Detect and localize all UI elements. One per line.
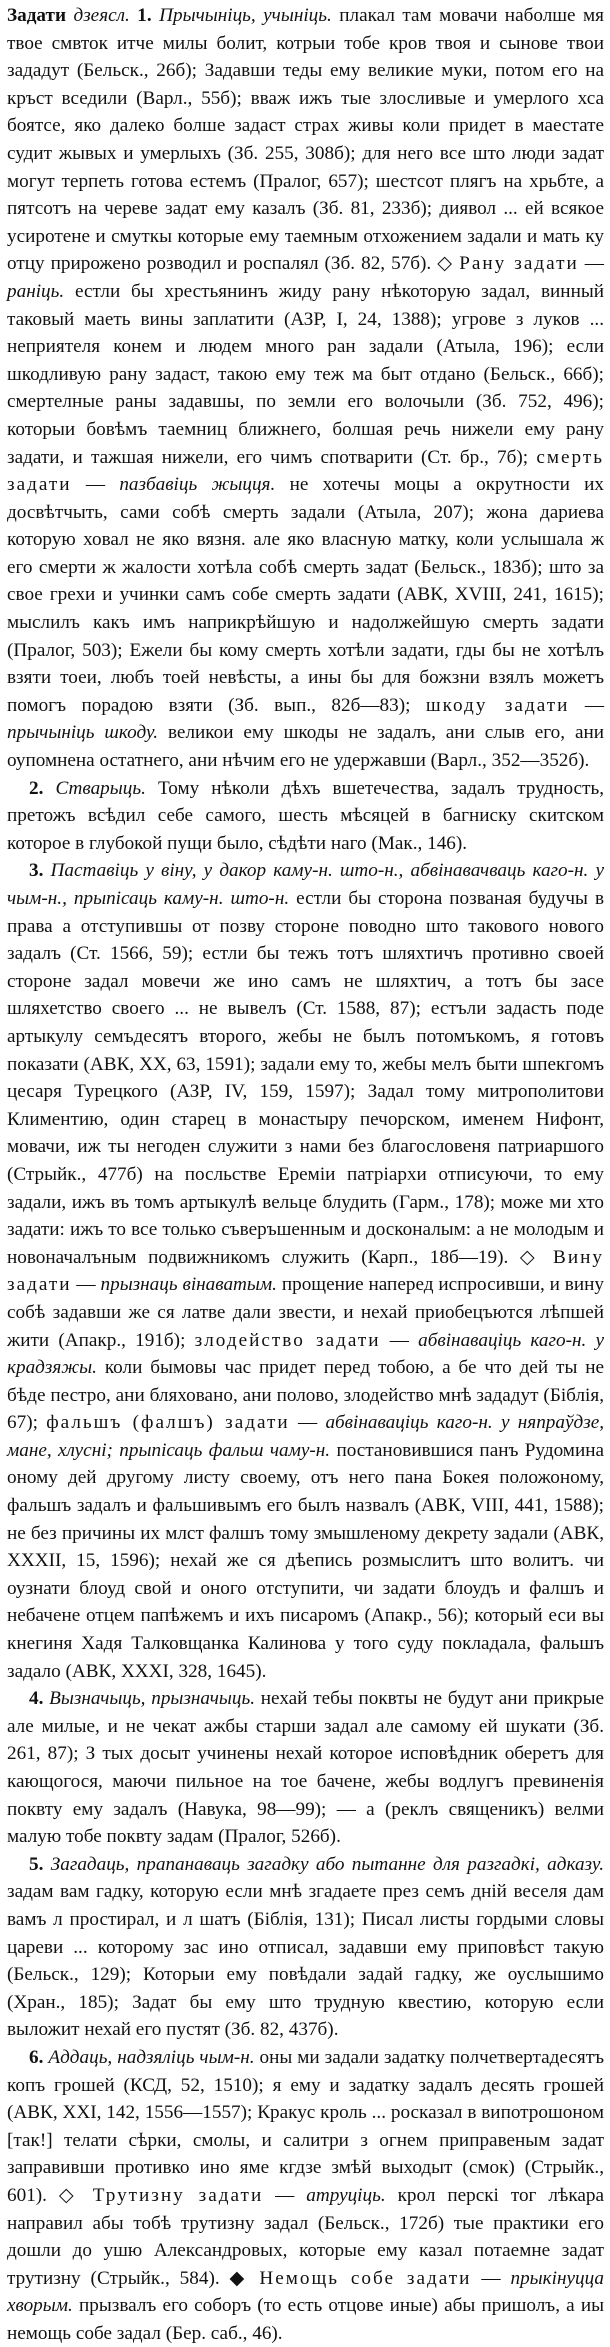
sense-text: плакал там мовачи наболше мя твое смвток итче милы болит, котрыи тобе кров твоя и сынове твои зададут (Бельск., 26б); Задавши теды ему великие муки, потом его на кръст вседили (Варл., 55б); вваж ижъ тые злосливые и умерлого хса боятсе, яко далеко болше задаст страх живы коли придет в маестате судит жывых и умерлыхъ (Зб. 255, 308б); для него все што люди задат могут терпеть готова естемъ (Пралог, 657); шестсот плягъ на хрьбте, а пятсотъ на череве задат ему казалъ (Зб. 81, 233б); диявол ... ей всякое усиротене и смуткы которые ему таемным отхожением задали и мать ку отцу прирожено розводил и роспалял (Зб. 82, 57б).	[7, 5, 604, 275]
headword: Задати	[7, 5, 67, 26]
sense-3: 3. Паставіць у віну, у дакор каму-н. што-н., абвінавачваць каго-н. у чым-н., прыпісаць каму-н. што-н. естли бы сторона позваная будучы в права а отступившы от позву стороне поводно што такового нового задалъ (Ст. 1566, 59); естли бы тежъ тотъ шляхтичъ противно своей стороне задал мовечи же ино самъ не шляхтич, а тотъ бы засе шляхетство своего ... не вывелъ (Ст. 1588, 87); естъли задасть поде артыкулу семъдесятъ второго, жебы не былъ потомъкомъ, я готовъ показати (АВК, XX, 63, 1591); задали ему то, жебы мелъ быти шпекгомъ цесаря Турецкого (АЗР, IV, 159, 1597); Задал тому митрополитови Климентию, один старец в монастыру печорском, именем Нифонт, мовачи, иж ты негоден служити з нами без благословеня патриаршого (Стрыйк., 477б) на посльстве Еремiи патрiархи отписуючи, то ему задали, ижъ въ томъ артыкулѣ вельце блудить (Гарм., 178); може ми хто задати: ижъ то все только съверъшенным и досконалым: а не молодым и новоначалъным подвижникомъ служить (Карп., 18б—19). ◇ Вину задати — прызнаць вінаватым. прощение наперед испросивши, и вину собѣ задавши же ся латве дали звести, и нехай приобецъются лѣпшей жити (Апакр., 191б); злодейство задати — абвінаваціць каго-н. у крадзяжы. коли бымовы час придет перед тобою, а бе что дей ты не бѣде пестро, ани бляховано, ани полово, злодейство мнѣ зададут (Біблія, 67); фальшъ (фалшъ) задати — абвінаваціць каго-н. у няпраўдзе, мане, хлусні; прыпісаць фальш чаму-н. постановившися панъ Рудомина оному дей другому листу своему, отъ него пана Бокея положоному, фальшъ задалъ и фальшивымъ его былъ назвалъ (АВК, VIII, 441, 1588); не без причины их млст фалшъ тому змышленому декрету задали (АВК, XXXII, 15, 1596); нехай же ся дѣепись розмыслитъ што волитъ. чи оузнати блоуд свой и оного отступити, чи задати блоудъ и фалшъ и небачене отцем папѣжемъ и ихъ писаромъ (Апакр., 56); который еси вы кнегиня Хадя Талковщанка Калинова у того суду покладала, фальшъ задало (АВК, XXXI, 328, 1645).	[7, 860, 605, 1682]
sense-number: 5.	[29, 1853, 44, 1875]
aspect-label: дзеясл.	[73, 5, 130, 26]
sense-number: 3.	[29, 860, 44, 882]
sense-number: 1.	[137, 5, 152, 26]
subsense-text: прощение наперед испросивши, и вину собѣ задавши же ся латве дали звести, и нехай приобецъются лѣпшей жити (Апакр., 191б);	[7, 1274, 604, 1351]
sense-4	[7, 1685, 604, 1851]
subsense-text: постановившися панъ Рудомина оному дей другому листу своему, отъ него пана Бокея положоному, фальшъ задалъ и фальшивымъ его былъ назвалъ (АВК, VIII, 441, 1588); не без причины их млст фалшъ тому змышленому декрету задали (АВК, XXXII, 15, 1596); нехай же ся дѣепись розмыслитъ што волитъ. чи оузнати блоуд свой и оного отступити, чи задати блоудъ и фалшъ и небачене отцем папѣжемъ и ихъ писаромъ (Апакр., 56); который еси вы кнегиня Хадя Талковщанка Калинова у того суду покладала, фальшъ задало (АВК, XXXI, 328, 1645).	[7, 1439, 604, 1682]
sense-gloss: Стварыць.	[55, 777, 146, 799]
sense-gloss: Аддаць, надзяліць чым-н.	[48, 2046, 255, 2068]
subsense-text: великои ему шкоды не задалъ, ани слыв его, ани оупомнена остатнего, ани нѣчим его не удержавши (Варл., 352—352б).	[7, 722, 605, 772]
sense-gloss: Прычыніць, учыніць.	[159, 5, 332, 26]
subsense-lemma: Немощь собе задати	[259, 2267, 472, 2289]
sense-text: задам вам гадку, которую если мнѣ згадаете през семъ днiй веселя дам вамъ л простирал, и л шатъ (Біблія, 131); Писал листы гордыми словы цареви ... которому зас ино отписал, задавши ему приповѣст такую (Бельск., 129); Которыи ему повѣдали задай гадку, же оуслышимо (Хран., 185); Задат бы ему што трудную квестию, которую если выложит нехай его пустят (Зб. 82, 437б).	[7, 1881, 604, 2041]
subsense-lemma: Рану задати	[459, 253, 579, 275]
sense-text: естли бы сторона позваная будучы в права а отступившы от позву стороне поводно што такового нового задалъ (Ст. 1566, 59); естли бы тежъ тотъ шляхтичъ противно своей стороне задал мовечи же ино самъ не шляхтич, а тотъ бы засе шляхетство своего ... не вывелъ (Ст. 1588, 87); естъли задасть поде артыкулу семъдесятъ второго, жебы не былъ потомъкомъ, я готовъ показати (АВК, XX, 63, 1591); задали ему то, жебы мелъ быти шпекгомъ цесаря Турецкого (АЗР, IV, 159, 1597); Задал тому митрополитови Климентию, один старец в монастыру печорском, именем Нифонт, мовачи, иж ты негоден служити з нами без благословеня патриаршого (Стрыйк., 477б) на посльстве Еремiи патрiархи отписуючи, то ему задали, ижъ въ томъ артыкулѣ вельце блудить (Гарм., 178); може ми хто задати: ижъ то все только съверъшенным и досконалым: а не молодым и новоначалъным подвижникомъ служить (Карп., 18б—19).	[7, 888, 605, 1268]
subsense-lemma: фальшъ (фалшъ) задати	[46, 1412, 290, 1434]
sense-1: Задати дзеясл. 1. Прычыніць, учыніць. плакал там мовачи наболше мя твое смвток итче милы болит, котрыи тобе кров твоя и сынове твои зададут (Бельск., 26б); Задавши теды ему великие муки, потом его на кръст вседили (Варл., 55б); вваж ижъ тые злосливые и умерлого хса боятсе, яко далеко болше задаст страх живы коли придет в маестате судит жывых и умерлыхъ (Зб. 255, 308б); для него все што люди задат могут терпеть готова естемъ (Пралог, 657); шестсот плягъ на хрьбте, а пятсотъ на череве задат ему казалъ (Зб. 81, 233б); диявол ... ей всякое усиротене и смуткы которые ему таемным отхожением задали и мать ку отцу прирожено розводил и роспалял (Зб. 82, 57б). ◇ Рану задати — раніць. естли бы хрестьянинъ жиду рану нѣкоторую задал, винный таковый маеть вины заплатити (АЗР, I, 24, 1388); угрове з луков ... неприятеля конем и людем много ран задали (Атыла, 196); если шкодливую рану задаст, такою ему теж ма быт отдано (Бельск., 66б); смертелные раны задавшы, по земли его волочыли (Зб. 752, 496); которыи бовѣмъ таемниц ближнего, болшая речь нижели ему рану задати, и тажшая нижели, его чимъ спотварити (Ст. бр., 7б); смерть задати — пазбавіць жыцця. не хотечы моцы а окрутности их досвѣтчыть, сами собѣ смерть задали (Атыла, 207); жона дариева которую ховал не яко вязня. але яко власную матку, коли услышала ж его смерти ж жалости хотѣла собѣ смерть задат (Бельск., 183б); што за свое грехи и учинки самъ собе смерть задати (АВК, XVIII, 241, 1615); мыслилъ какъ имъ наприкрѣйшую и надолжейшую смерть задати (Пралог, 503); Ежели бы кому смерть хотѣли задати, гды бы не хотѣлъ взяти тоеи, любъ тоей невѣсты, а ины бы для божзни взялъ можетъ помогъ порадою взяти (Зб. вып., 82б—83); шкоду задати — прычыніць шкоду. великои ему шкоды не задалъ, ани слыв его, ани оупомнена остатнего, ани нѣчим его не удержавши (Варл., 352—352б).	[7, 5, 605, 772]
sense-text: оны ми задали задатку полчетвертадесятъ копъ грошей (КСД, 52, 1510); я ему и задатку задалъ десять грошей (АВК, XXI, 142, 1556—1557); Кракус кроль ... росказал в випотрошоном [так!] телати сѣрки, смолы, и салитри з огнем приправеным задат заправивши противко ино яме кгдзе змѣй выходыт (смок) (Стрыйк., 601).	[7, 2046, 604, 2206]
subsense-gloss: пазбавіць жыцця.	[119, 474, 276, 496]
sense-2	[7, 775, 604, 858]
subsense-text: крол перскi тог лѣкара направил абы тобѣ трутизну задал (Бельск., 172б) тые практики его дошли до ушю Александровых, которые ему казал потаемне задат трутизну (Стрыйк., 584).	[7, 2184, 604, 2289]
subsense-gloss: прычыніць шкоду.	[7, 722, 159, 744]
sense-5	[7, 1851, 604, 2044]
subsense-lemma: злодейство задати	[194, 1329, 381, 1351]
sense-text: Тому нѣколи дѣхъ вшетечества, задалъ трудность, претожъ всѣдил себе самого, шесть мѣсяцей в багниску скитском которое в глубокой пущи было, сѣдѣти наго (Мак., 146).	[7, 777, 605, 854]
sense-gloss: Загадаць, прапанаваць загадку або пытанне для разгадкі, адказу.	[50, 1853, 605, 1875]
subsense-lemma: шкоду задати	[425, 694, 570, 716]
sense-number: 4.	[29, 1688, 44, 1710]
sense-gloss: Паставіць у віну, у дакор каму-н. што-н., абвінавачваць каго-н. у чым-н., прыпісаць каму-н. што-н.	[7, 860, 605, 909]
subsense-lemma: смерть задати	[7, 446, 604, 496]
sense-6: 6. Аддаць, надзяліць чым-н. оны ми задали задатку полчетвертадесятъ копъ грошей (КСД, 52, 1510); я ему и задатку задалъ десять грошей (АВК, XXI, 142, 1556—1557); Кракус кроль ... росказал в випотрошоном [так!] телати сѣрки, смолы, и салитри з огнем приправеным задат заправивши противко ино яме кгдзе змѣй выходыт (смок) (Стрыйк., 601). ◇ Трутизну задати — атруціць. крол перскi тог лѣкара направил абы тобѣ трутизну задал (Бельск., 172б) тые практики его дошли до ушю Александровых, которые ему казал потаемне задат трутизну (Стрыйк., 584). ◆ Немощь собе задати — прыкінуцца хворым. прызвалъ его соборъ (то есть отцове иные) абы пришолъ, а иы немощь собе задал (Бер. саб., 46).	[7, 2046, 605, 2344]
subsense-text: прызвалъ его соборъ (то есть отцове иные) абы пришолъ, а иы немощь собе задал (Бер. саб., 46).	[7, 2295, 605, 2344]
subsense-lemma: Трутизну задати	[92, 2184, 264, 2206]
sense-text: нехай тебы поквты не будут ани прикрые але милые, и не чекат ажбы старши задал але самому ей шукати (Зб. 261, 87); З тых досыт учинены нехай которое исповѣдник оберетъ для кающогося, маючи пильное на тое бачене, жебы водлугъ превиненiя поквту ему задалъ (Навука, 98—99); — а (реклъ священикъ) велми малую тобе поквту задам (Пралог, 526б).	[7, 1688, 604, 1848]
subsense-text: естли бы хрестьянинъ жиду рану нѣкоторую задал, винный таковый маеть вины заплатити (АЗР, I, 24, 1388); угрове з луков ... неприятеля конем и людем много ран задали (Атыла, 196); если шкодливую рану задаст, такою ему теж ма быт отдано (Бельск., 66б); смертелные раны задавшы, по земли его волочыли (Зб. 752, 496); которыи бовѣмъ таемниц ближнего, болшая речь нижели ему рану задати, и тажшая нижели, его чимъ спотварити (Ст. бр., 7б);	[7, 280, 604, 468]
subsense-text: не хотечы моцы а окрутности их досвѣтчыть, сами собѣ смерть задали (Атыла, 207); жона дариева которую ховал не яко вязня. але яко власную матку, коли услышала ж его смерти ж жалости хотѣла собѣ смерть задат (Бельск., 183б); што за свое грехи и учинки самъ собе смерть задати (АВК, XVIII, 241, 1615); мыслилъ какъ имъ наприкрѣйшую и надолжейшую смерть задати (Пралог, 503); Ежели бы кому смерть хотѣли задати, гды бы не хотѣлъ взяти тоеи, любъ тоей невѣсты, а ины бы для божзни взялъ можетъ помогъ порадою взяти (Зб. вып., 82б—83);	[7, 474, 605, 716]
subsense-gloss: атруціць.	[306, 2184, 386, 2206]
sense-gloss: Вызначыць, прызначыць.	[49, 1688, 256, 1710]
subsense-gloss: абвінаваціць каго-н. у няпраўдзе, мане, хлусні; прыпісаць фальш чаму-н.	[7, 1412, 605, 1461]
subsense-lemma: Вину задати	[7, 1246, 604, 1296]
subsense-gloss: прызнаць вінаватым.	[100, 1274, 277, 1296]
sense-number: 2.	[29, 777, 44, 799]
subsense-text: коли бымовы час придет перед тобою, а бе что дей ты не бѣде пестро, ани бляховано, ани полово, злодейство мнѣ зададут (Біблія, 67);	[7, 1357, 605, 1434]
subsense-gloss: прыкінуцца хворым.	[7, 2267, 605, 2317]
sense-number: 6.	[29, 2046, 44, 2068]
subsense-gloss: раніць.	[7, 280, 65, 302]
subsense-gloss: абвінаваціць каго-н. у крадзяжы.	[7, 1329, 605, 1379]
